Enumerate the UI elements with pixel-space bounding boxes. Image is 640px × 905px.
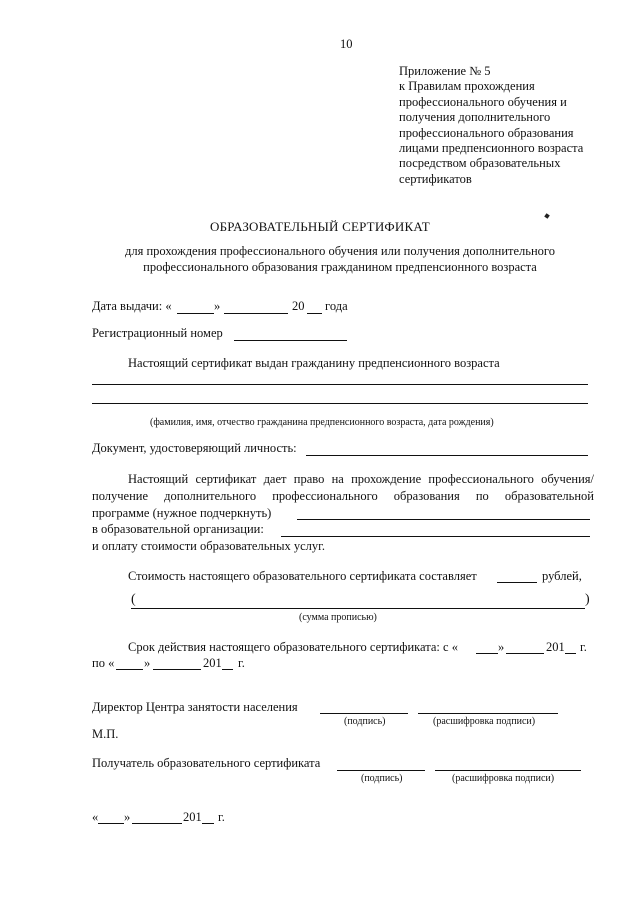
- issue-year-field[interactable]: [307, 313, 322, 314]
- issue-year-prefix: 20: [292, 299, 305, 313]
- validity-from-year-suffix: г.: [580, 640, 587, 654]
- director-signature-caption: (подпись): [344, 716, 386, 727]
- organization-field[interactable]: [281, 536, 590, 537]
- recipient-signature-caption: (подпись): [361, 773, 403, 784]
- footer-day-field[interactable]: [98, 823, 124, 824]
- recipient-name-field-1[interactable]: [92, 384, 588, 385]
- validity-to-year-suffix: г.: [238, 656, 245, 670]
- issued-to-text: Настоящий сертификат выдан гражданину предпенсионного возраста: [128, 356, 500, 370]
- recipient-name-field-2[interactable]: [92, 403, 588, 404]
- identity-document-label: Документ, удостоверяющий личность:: [92, 441, 297, 455]
- rights-line-2: получение дополнительного профессионального образования по образовательной: [92, 489, 594, 503]
- issue-month-field[interactable]: [224, 313, 288, 314]
- footer-year-prefix: 201: [183, 810, 202, 824]
- document-title: ОБРАЗОВАТЕЛЬНЫЙ СЕРТИФИКАТ: [210, 219, 430, 234]
- subtitle-line-2: профессионального образования гражданином предпенсионного возраста: [143, 260, 537, 274]
- footer-date-quote-close: »: [124, 810, 131, 824]
- validity-to-day-field[interactable]: [116, 669, 143, 670]
- cost-caption: (сумма прописью): [299, 612, 377, 623]
- recipient-label: Получатель образовательного сертификата: [92, 756, 321, 770]
- appendix-line: посредством образовательных: [399, 156, 561, 171]
- cost-paren-open: (: [131, 592, 136, 607]
- stamp-label: М.П.: [92, 727, 119, 741]
- rights-line-4: в образовательной организации:: [92, 522, 264, 536]
- recipient-signature-field[interactable]: [337, 770, 425, 771]
- issue-year-suffix: года: [325, 299, 348, 313]
- issue-date-label: Дата выдачи: «: [92, 299, 172, 313]
- director-decoding-field[interactable]: [418, 713, 558, 714]
- rights-line-1: Настоящий сертификат дает право на прохождение профессионального обучения/: [128, 472, 594, 486]
- director-label: Директор Центра занятости населения: [92, 700, 298, 714]
- footer-month-field[interactable]: [132, 823, 182, 824]
- footer-date-quote-open: «: [92, 810, 99, 824]
- validity-to-year-prefix: 201: [203, 656, 222, 670]
- appendix-line: профессионального образования: [399, 125, 574, 140]
- cost-amount-field[interactable]: [497, 582, 537, 583]
- validity-from-day-field[interactable]: [476, 653, 498, 654]
- scan-speck: [544, 213, 550, 219]
- rights-line-3: программе (нужное подчеркнуть): [92, 506, 272, 520]
- validity-to-month-field[interactable]: [153, 669, 201, 670]
- director-signature-field[interactable]: [320, 713, 408, 714]
- footer-year-suffix: г.: [218, 810, 225, 824]
- validity-from-year-prefix: 201: [546, 640, 565, 654]
- appendix-line: профессионального обучения и: [399, 94, 567, 109]
- cost-text: Стоимость настоящего образовательного сертификата составляет: [128, 569, 477, 583]
- issue-date-quote-close: »: [214, 299, 221, 313]
- page-number: 10: [340, 37, 353, 51]
- issued-to-caption: (фамилия, имя, отчество гражданина предпенсионного возраста, дата рождения): [150, 417, 494, 428]
- validity-to-year-field[interactable]: [222, 669, 233, 670]
- appendix-line: получения дополнительного: [399, 110, 551, 125]
- validity-from-year-field[interactable]: [565, 653, 576, 654]
- validity-from-month-field[interactable]: [506, 653, 544, 654]
- validity-to-quote-close: »: [144, 656, 151, 670]
- registration-number-field[interactable]: [234, 340, 347, 341]
- issue-day-field[interactable]: [177, 313, 214, 314]
- registration-label: Регистрационный номер: [92, 326, 223, 340]
- subtitle-line-1: для прохождения профессионального обучения или получения дополнительного: [125, 244, 555, 258]
- appendix-line: Приложение № 5: [399, 64, 491, 78]
- cost-currency: рублей,: [542, 569, 582, 583]
- cost-words-field[interactable]: [131, 608, 585, 609]
- program-field[interactable]: [297, 519, 590, 520]
- rights-line-5: и оплату стоимости образовательных услуг.: [92, 539, 325, 553]
- recipient-decoding-caption: (расшифровка подписи): [452, 773, 555, 784]
- cost-paren-close: ): [585, 592, 590, 607]
- appendix-line: сертификатов: [399, 171, 472, 186]
- appendix-line: лицами предпенсионного возраста: [399, 141, 584, 156]
- recipient-decoding-field[interactable]: [435, 770, 581, 771]
- validity-text: Срок действия настоящего образовательного сертификата: с «: [128, 640, 458, 654]
- director-decoding-caption: (расшифровка подписи): [433, 716, 536, 727]
- footer-year-field[interactable]: [202, 823, 214, 824]
- validity-from-quote-close: »: [498, 640, 505, 654]
- appendix-line: к Правилам прохождения: [399, 79, 535, 94]
- appendix-block: [399, 64, 629, 187]
- identity-document-field[interactable]: [306, 455, 588, 456]
- validity-to-label: по «: [92, 656, 115, 670]
